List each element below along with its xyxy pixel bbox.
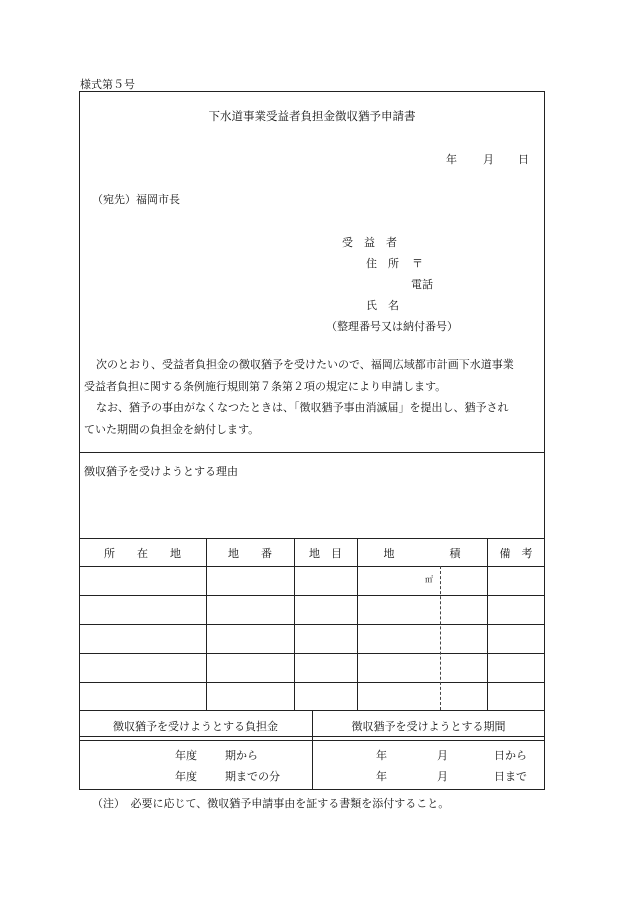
form-title: 下水道事業受益者負担金徴収猶予申請書 <box>208 109 416 123</box>
phone-label[interactable]: 電話 <box>411 278 433 291</box>
reason-label: 徴収猶予を受けようとする理由 <box>84 465 238 478</box>
header-lot: 地 番 <box>228 547 272 560</box>
postal-mark[interactable]: 〒 <box>412 257 423 270</box>
bottom-column-line <box>312 710 313 789</box>
divider <box>79 452 545 453</box>
date-month[interactable]: 月 <box>483 153 494 166</box>
period-month-from[interactable]: 月 <box>437 749 448 762</box>
term-from[interactable]: 期から <box>225 749 258 762</box>
table-row[interactable] <box>80 625 544 653</box>
table-row[interactable] <box>80 683 544 710</box>
period-year-from[interactable]: 年 <box>376 749 387 762</box>
note: （注） 必要に応じて、徴収猶予申請事由を証する書類を添付すること。 <box>92 797 450 810</box>
body-line: ていた期間の負担金を納付します。 <box>84 422 260 436</box>
beneficiary-label: 受 益 者 <box>342 236 397 249</box>
body-line: なお、猶予の事由がなくなつたときは、「徴収猶予事由消滅届」を提出し、猶予され <box>96 401 509 414</box>
period-day-from[interactable]: 日から <box>494 749 527 762</box>
reason-input[interactable] <box>84 482 539 534</box>
addressee: （宛先）福岡市長 <box>92 193 180 206</box>
amount-header: 徴収猶予を受けようとする負担金 <box>113 720 278 733</box>
table-top-line <box>79 538 545 539</box>
period-year-to[interactable]: 年 <box>376 770 387 783</box>
period-day-to[interactable]: 日まで <box>494 770 527 783</box>
reference-number-label[interactable]: （整理番号又は納付番号） <box>326 320 458 333</box>
form-id: 様式第５号 <box>80 78 135 91</box>
date-day[interactable]: 日 <box>518 153 529 166</box>
period-header: 徴収猶予を受けようとする期間 <box>351 720 506 733</box>
body-line: 受益者負担に関する条例施行規則第７条第２項の規定により申請します。 <box>84 379 447 393</box>
fy-to[interactable]: 年度 <box>175 770 197 783</box>
body-text <box>84 354 544 440</box>
table-row[interactable] <box>80 654 544 682</box>
area-unit: ㎡ <box>425 575 433 584</box>
body-line: 次のとおり、受益者負担金の徴収猶予を受けたいので、福岡広域都市計画下水道事業 <box>96 358 514 371</box>
bottom-frame-line <box>79 789 545 790</box>
term-to[interactable]: 期までの分 <box>225 770 280 783</box>
header-location: 所 在 地 <box>104 547 181 560</box>
period-month-to[interactable]: 月 <box>437 770 448 783</box>
header-category: 地 目 <box>309 547 342 560</box>
header-area: 地 積 <box>383 547 461 560</box>
date-year[interactable]: 年 <box>446 153 457 166</box>
header-remarks: 備 考 <box>499 547 533 560</box>
address-label: 住 所 <box>366 257 399 270</box>
table-row[interactable] <box>80 596 544 624</box>
bottom-right-edge <box>544 737 545 789</box>
bottom-left-edge <box>79 737 80 789</box>
name-label[interactable]: 氏 名 <box>366 299 399 312</box>
fy-from[interactable]: 年度 <box>175 749 197 762</box>
table-row[interactable] <box>80 567 544 595</box>
